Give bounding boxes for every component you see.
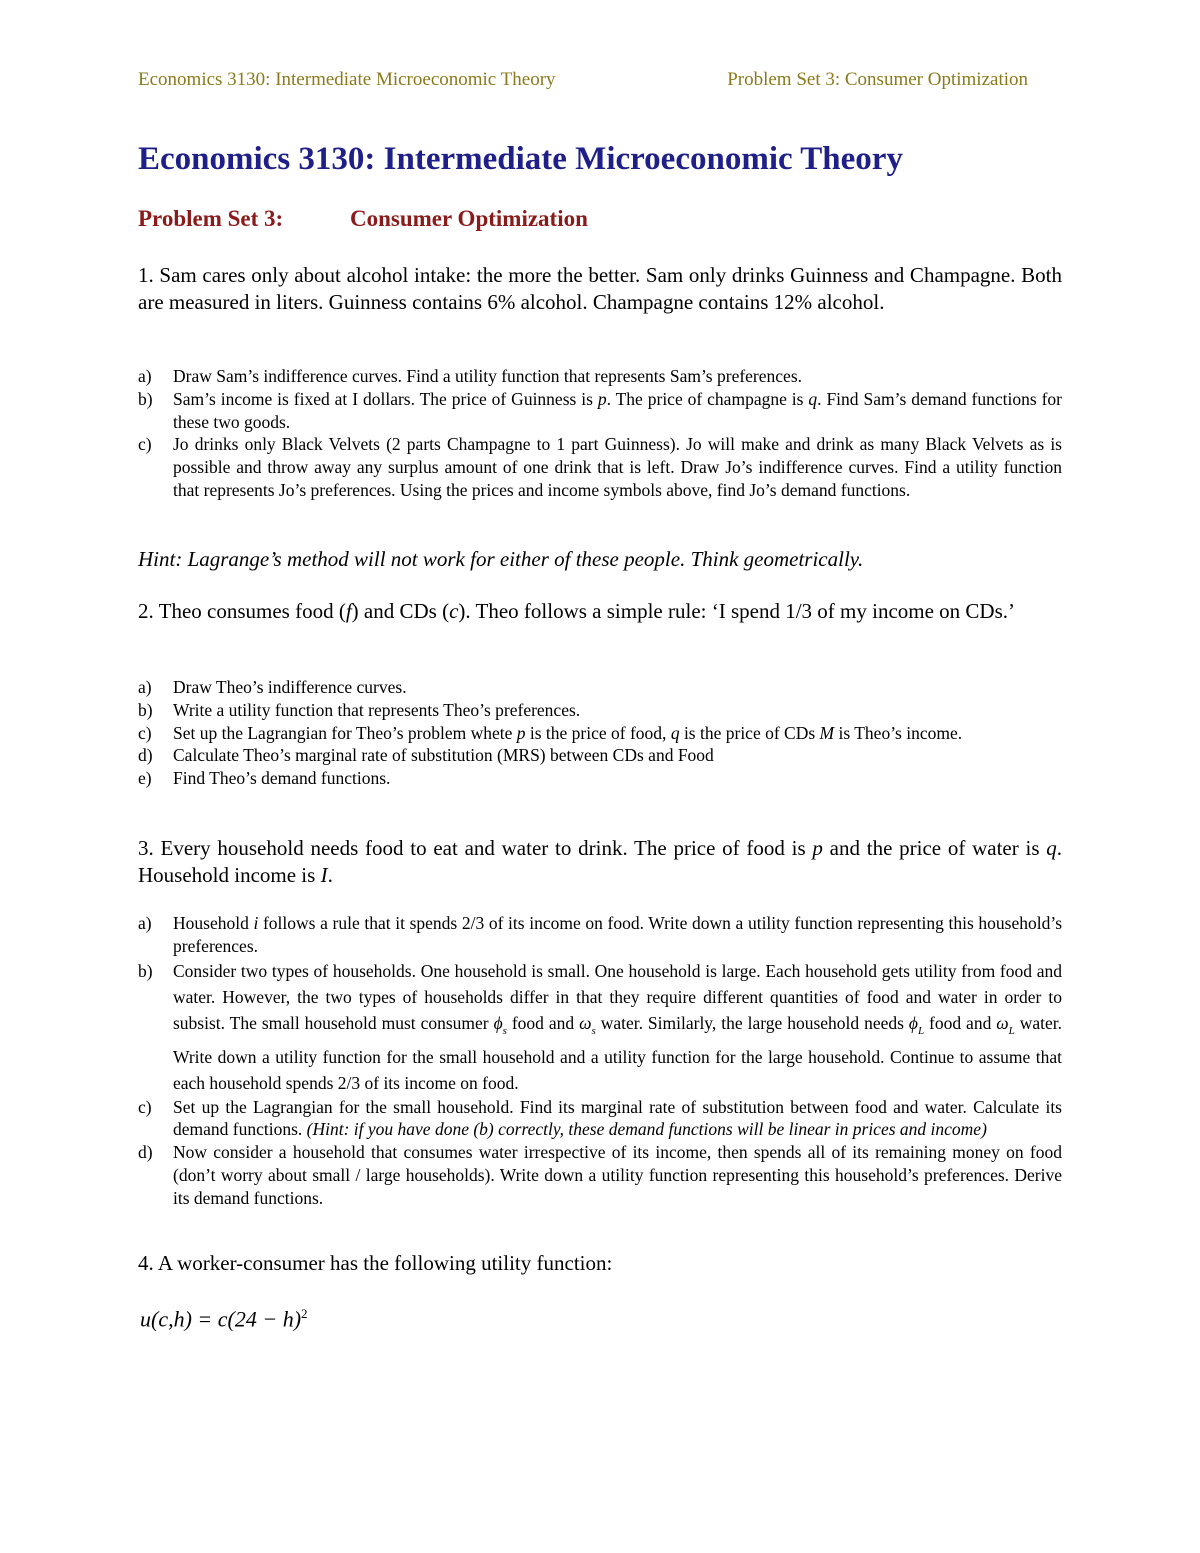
part-text: food and: [924, 1012, 997, 1033]
q3-part-c: [138, 1096, 1062, 1142]
phi-subscript: s: [502, 1024, 507, 1037]
formula-text: u(c,h) = c(24 − h): [140, 1306, 302, 1332]
problem-set-topic: Consumer Optimization: [350, 206, 588, 231]
variable-i: I: [320, 863, 328, 887]
formula-exponent: 2: [301, 1306, 308, 1321]
variable-f: f: [345, 599, 352, 623]
variable-p: p: [812, 836, 823, 860]
question-2-parts: [138, 676, 1062, 790]
q2-part-a: [138, 676, 1062, 699]
q2-text: ). Theo follows a simple rule: ‘I spend 1/3 of my income on CDs.’: [458, 599, 1016, 623]
q1-part-b: [138, 388, 1062, 434]
question-3-parts: [138, 912, 1062, 1210]
part-label: b): [138, 960, 153, 981]
part-text: is Theo’s income.: [834, 722, 963, 743]
omega-subscript: L: [1008, 1024, 1015, 1037]
part-label: a): [138, 913, 152, 933]
part-text: Calculate Theo’s marginal rate of substitution (MRS) between CDs and Food: [173, 745, 714, 766]
part-label: a): [138, 366, 152, 386]
part-text: follows a rule that it spends 2/3 of its income on food. Write down a utility function representing this household’s preferences.: [173, 913, 1062, 956]
part-label: c): [138, 722, 152, 743]
q2-part-b: [138, 699, 1062, 722]
phi-symbol: ϕ: [908, 1012, 918, 1033]
document-title: Economics 3130: Intermediate Microeconomic Theory: [138, 141, 903, 177]
q2-part-d: [138, 744, 1062, 767]
q3-text: .: [327, 863, 333, 887]
q3-text: . Household income is: [138, 836, 1062, 887]
question-1-parts: [138, 365, 1062, 502]
part-label: d): [138, 745, 153, 766]
question-2-intro: [138, 598, 1062, 625]
part-text: Sam’s income is fixed at I dollars. The price of Guinness is: [173, 388, 598, 409]
part-label: a): [138, 677, 152, 697]
header-course: Economics 3130: Intermediate Microeconomic Theory: [138, 69, 556, 90]
part-text: . The price of champagne is: [606, 388, 809, 409]
variable-p: p: [597, 388, 607, 409]
part-text: food and: [506, 1012, 580, 1033]
q2-text: 2. Theo consumes food (: [138, 599, 346, 623]
phi-subscript: L: [917, 1024, 925, 1037]
variable-q: q: [670, 722, 680, 743]
part-text: water. Write down a utility function for the small household and a utility function for the large household. Continue to assume that each household spends 2/3 of its income on food.: [173, 1012, 1062, 1093]
question-1-intro: 1. Sam cares only about alcohol intake: the more the better. Sam only drinks Guinness and Champagne. Both are measured in liters. Guinness contains 6% alcohol. Champagne contains 12% alcohol.: [138, 263, 1062, 314]
question-3-intro: [138, 835, 1062, 889]
part-label: e): [138, 768, 152, 789]
part-text: Draw Sam’s indifference curves. Find a utility function that represents Sam’s preferences.: [173, 366, 803, 386]
utility-formula: [140, 1306, 308, 1332]
omega-subscript: s: [591, 1024, 596, 1037]
part-text: is the price of food,: [525, 722, 671, 743]
variable-p: p: [516, 722, 526, 743]
part-text: Find Theo’s demand functions.: [173, 768, 391, 789]
q3-part-d: [138, 1141, 1062, 1209]
q3-part-a: [138, 912, 1062, 958]
variable-q: q: [1046, 836, 1057, 860]
omega-symbol: ω: [996, 1012, 1009, 1033]
part-text: Household: [173, 913, 254, 933]
q2-part-c: [138, 722, 1062, 745]
q2-text: ) and CDs (: [351, 599, 450, 623]
omega-symbol: ω: [579, 1012, 592, 1033]
part-label: d): [138, 1142, 153, 1163]
part-text: Set up the Lagrangian for Theo’s problem whete: [173, 722, 517, 743]
running-header: [138, 69, 1028, 95]
q2-part-e: [138, 767, 1062, 790]
q3-part-b: [138, 958, 1062, 1096]
part-text: Consider two types of households. One household is small. One household is large. Each household gets utility from food and water. However, the two types of households differ in that they require different quantities of food and water in order to subsist. The small household must consumer: [173, 960, 1062, 1033]
part-text: is the price of CDs: [679, 722, 820, 743]
part-text: . Find Sam’s demand functions for these two goods.: [173, 388, 1063, 432]
part-text: Set up the Lagrangian for the small household. Find its marginal rate of substitution between food and water. Calculate its demand functions.: [173, 1096, 1062, 1140]
part-label: c): [138, 1096, 152, 1117]
q1-part-a: [138, 365, 1062, 388]
part-text: water. Similarly, the large household needs: [595, 1012, 909, 1033]
q3-text: and the price of water is: [822, 836, 1047, 860]
part-text: Draw Theo’s indifference curves.: [173, 677, 407, 697]
hint-text: Hint: Lagrange’s method will not work for either of these people. Think geometrically.: [138, 547, 864, 571]
part-label: b): [138, 388, 153, 409]
part-hint-italic: (Hint: if you have done (b) correctly, these demand functions will be linear in prices and income): [306, 1119, 987, 1140]
part-label: c): [138, 434, 152, 455]
part-label: b): [138, 699, 153, 720]
part-text: Now consider a household that consumes water irrespective of its income, then spends all of its remaining money on food (don’t worry about small / large households). Write down a utility function representing this household’s preferences. Derive its demand functions.: [173, 1142, 1062, 1208]
problem-set-label: Problem Set 3:: [138, 206, 284, 231]
q3-text: 3. Every household needs food to eat and water to drink. The price of food is: [138, 836, 813, 860]
q1-part-c: [138, 433, 1062, 501]
variable-m: M: [819, 722, 835, 743]
variable-i: i: [253, 913, 259, 933]
variable-q: q: [808, 388, 818, 409]
phi-symbol: ϕ: [493, 1012, 503, 1033]
header-problem-set: Problem Set 3: Consumer Optimization: [727, 69, 1028, 90]
part-text: Jo drinks only Black Velvets (2 parts Champagne to 1 part Guinness). Jo will make and drink as many Black Velvets as is possible and throw away any surplus amount of one drink that is left. Draw Jo’s indifference curves. Find a utility function that represents Jo’s preferences. Using the prices and income symbols above, find Jo’s demand functions.: [173, 434, 1062, 500]
problem-set-heading: [138, 206, 588, 232]
part-text: Write a utility function that represents Theo’s preferences.: [173, 699, 581, 720]
question-4-intro: 4. A worker-consumer has the following utility function:: [138, 1251, 613, 1275]
variable-c: c: [449, 599, 459, 623]
